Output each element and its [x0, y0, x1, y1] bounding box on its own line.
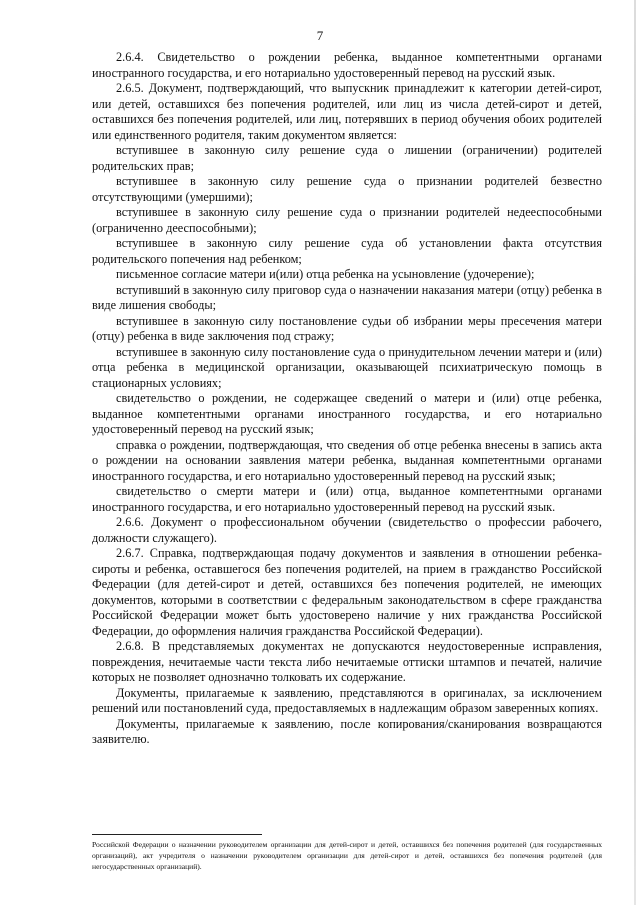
paragraph-originals: Документы, прилагаемые к заявлению, представляются в оригиналах, за исключением решений или постановлений суда, предоставляемых в надлежащим образом заверенных копиях. — [92, 685, 602, 715]
paragraph-2-6-4: 2.6.4. Свидетельство о рождении ребенка, выданное компетентными органами иностранного государства, и его нотариально удостоверенный перевод на русский язык. — [92, 50, 602, 80]
paragraph-2-6-6: 2.6.6. Документ о профессиональном обучении (свидетельство о профессии рабочего, должности служащего). — [92, 515, 602, 545]
list-item-custody-order: вступившее в законную силу постановление судьи об избрании меры пресечения матери (отцу) ребенка в виде заключения под стражу; — [92, 313, 602, 343]
list-item-deprivation-of-rights: вступившее в законную силу решение суда о лишении (ограничении) родителей родительских прав; — [92, 143, 602, 173]
document-body — [92, 50, 602, 748]
list-item-imprisonment-sentence: вступивший в законную силу приговор суда о назначении наказания матери (отцу) ребенка в виде лишения свободы; — [92, 282, 602, 312]
list-item-birth-certificate-foreign: свидетельство о рождении, не содержащее сведений о матери и (или) отце ребенка, выданное компетентными органами иностранного государства, и его нотариально удостоверенный перевод на русский язык; — [92, 391, 602, 436]
list-item-adoption-consent: письменное согласие матери и(или) отца ребенка на усыновление (удочерение); — [116, 267, 535, 281]
paragraph-2-6-5: 2.6.5. Документ, подтверждающий, что выпускник принадлежит к категории детей-сирот, или детей, оставшихся без попечения родителей, или лиц из числа детей-сирот и детей, оставшихся без попечения родителей, или лиц, потерявших в период обучения обоих родителей или единственного родителя, таким документом является: — [92, 81, 602, 142]
list-item-death-certificate: свидетельство о смерти матери и (или) отца, выданное компетентными органами иностранного государства, и его нотариально удостоверенный перевод на русский язык. — [92, 484, 602, 514]
list-item-incapacity: вступившее в законную силу решение суда о признании родителей недееспособными (ограниченно дееспособными); — [92, 205, 602, 235]
list-item-no-parental-care: вступившее в законную силу решение суда об установлении факта отсутствия родительского попечения над ребенком; — [92, 236, 602, 266]
page-number: 7 — [316, 28, 324, 43]
paragraph-2-6-8: 2.6.8. В представляемых документах не допускаются неудостоверенные исправления, повреждения, нечитаемые части текста либо нечитаемые оттиски штампов и печатей, наличие которых не позволяет однозначно толковать их содержание. — [92, 639, 602, 684]
paragraph-2-6-7: 2.6.7. Справка, подтверждающая подачу документов и заявления в отношении ребенка-сироты и ребенка, оставшегося без попечения родителей, на прием в гражданство Российской Федерации (для детей-сирот и детей, оставшихся без попечения родителей, не имеющих документов, которыми в соответствии с федеральным законодательством в сфере гражданства Российской Федерации может быть удостоверено наличие у них гражданства Российской Федерации, до оформления наличия гражданства Российской Федерации). — [92, 546, 602, 638]
list-item-missing-parents: вступившее в законную силу решение суда о признании родителей безвестно отсутствующими (умершими); — [92, 174, 602, 204]
footnote-divider — [92, 834, 262, 835]
scan-edge-shadow — [634, 0, 636, 905]
footnote-text: Российской Федерации о назначении руководителем организации для детей-сирот и детей, оставшихся без попечения родителей (для государственных организаций), акт учредителя о назначении руководителем организации для детей-сирот и детей, оставшихся без попечения родителей (для негосударственных организаций). — [92, 840, 602, 871]
paragraph-return-documents: Документы, прилагаемые к заявлению, после копирования/сканирования возвращаются заявителю. — [92, 716, 602, 746]
list-item-birth-record-note: справка о рождении, подтверждающая, что сведения об отце ребенка внесены в запись акта о рождении на основании заявления матери ребенка, выданная компетентными органами иностранного государства, и его нотариально удостоверенный перевод на русский язык; — [92, 437, 602, 483]
list-item-compulsory-treatment: вступившее в законную силу постановление суда о принудительном лечении матери и (или) отца ребенка в медицинской организации, оказывающей психиатрическую помощь в стационарных условиях; — [92, 344, 602, 390]
